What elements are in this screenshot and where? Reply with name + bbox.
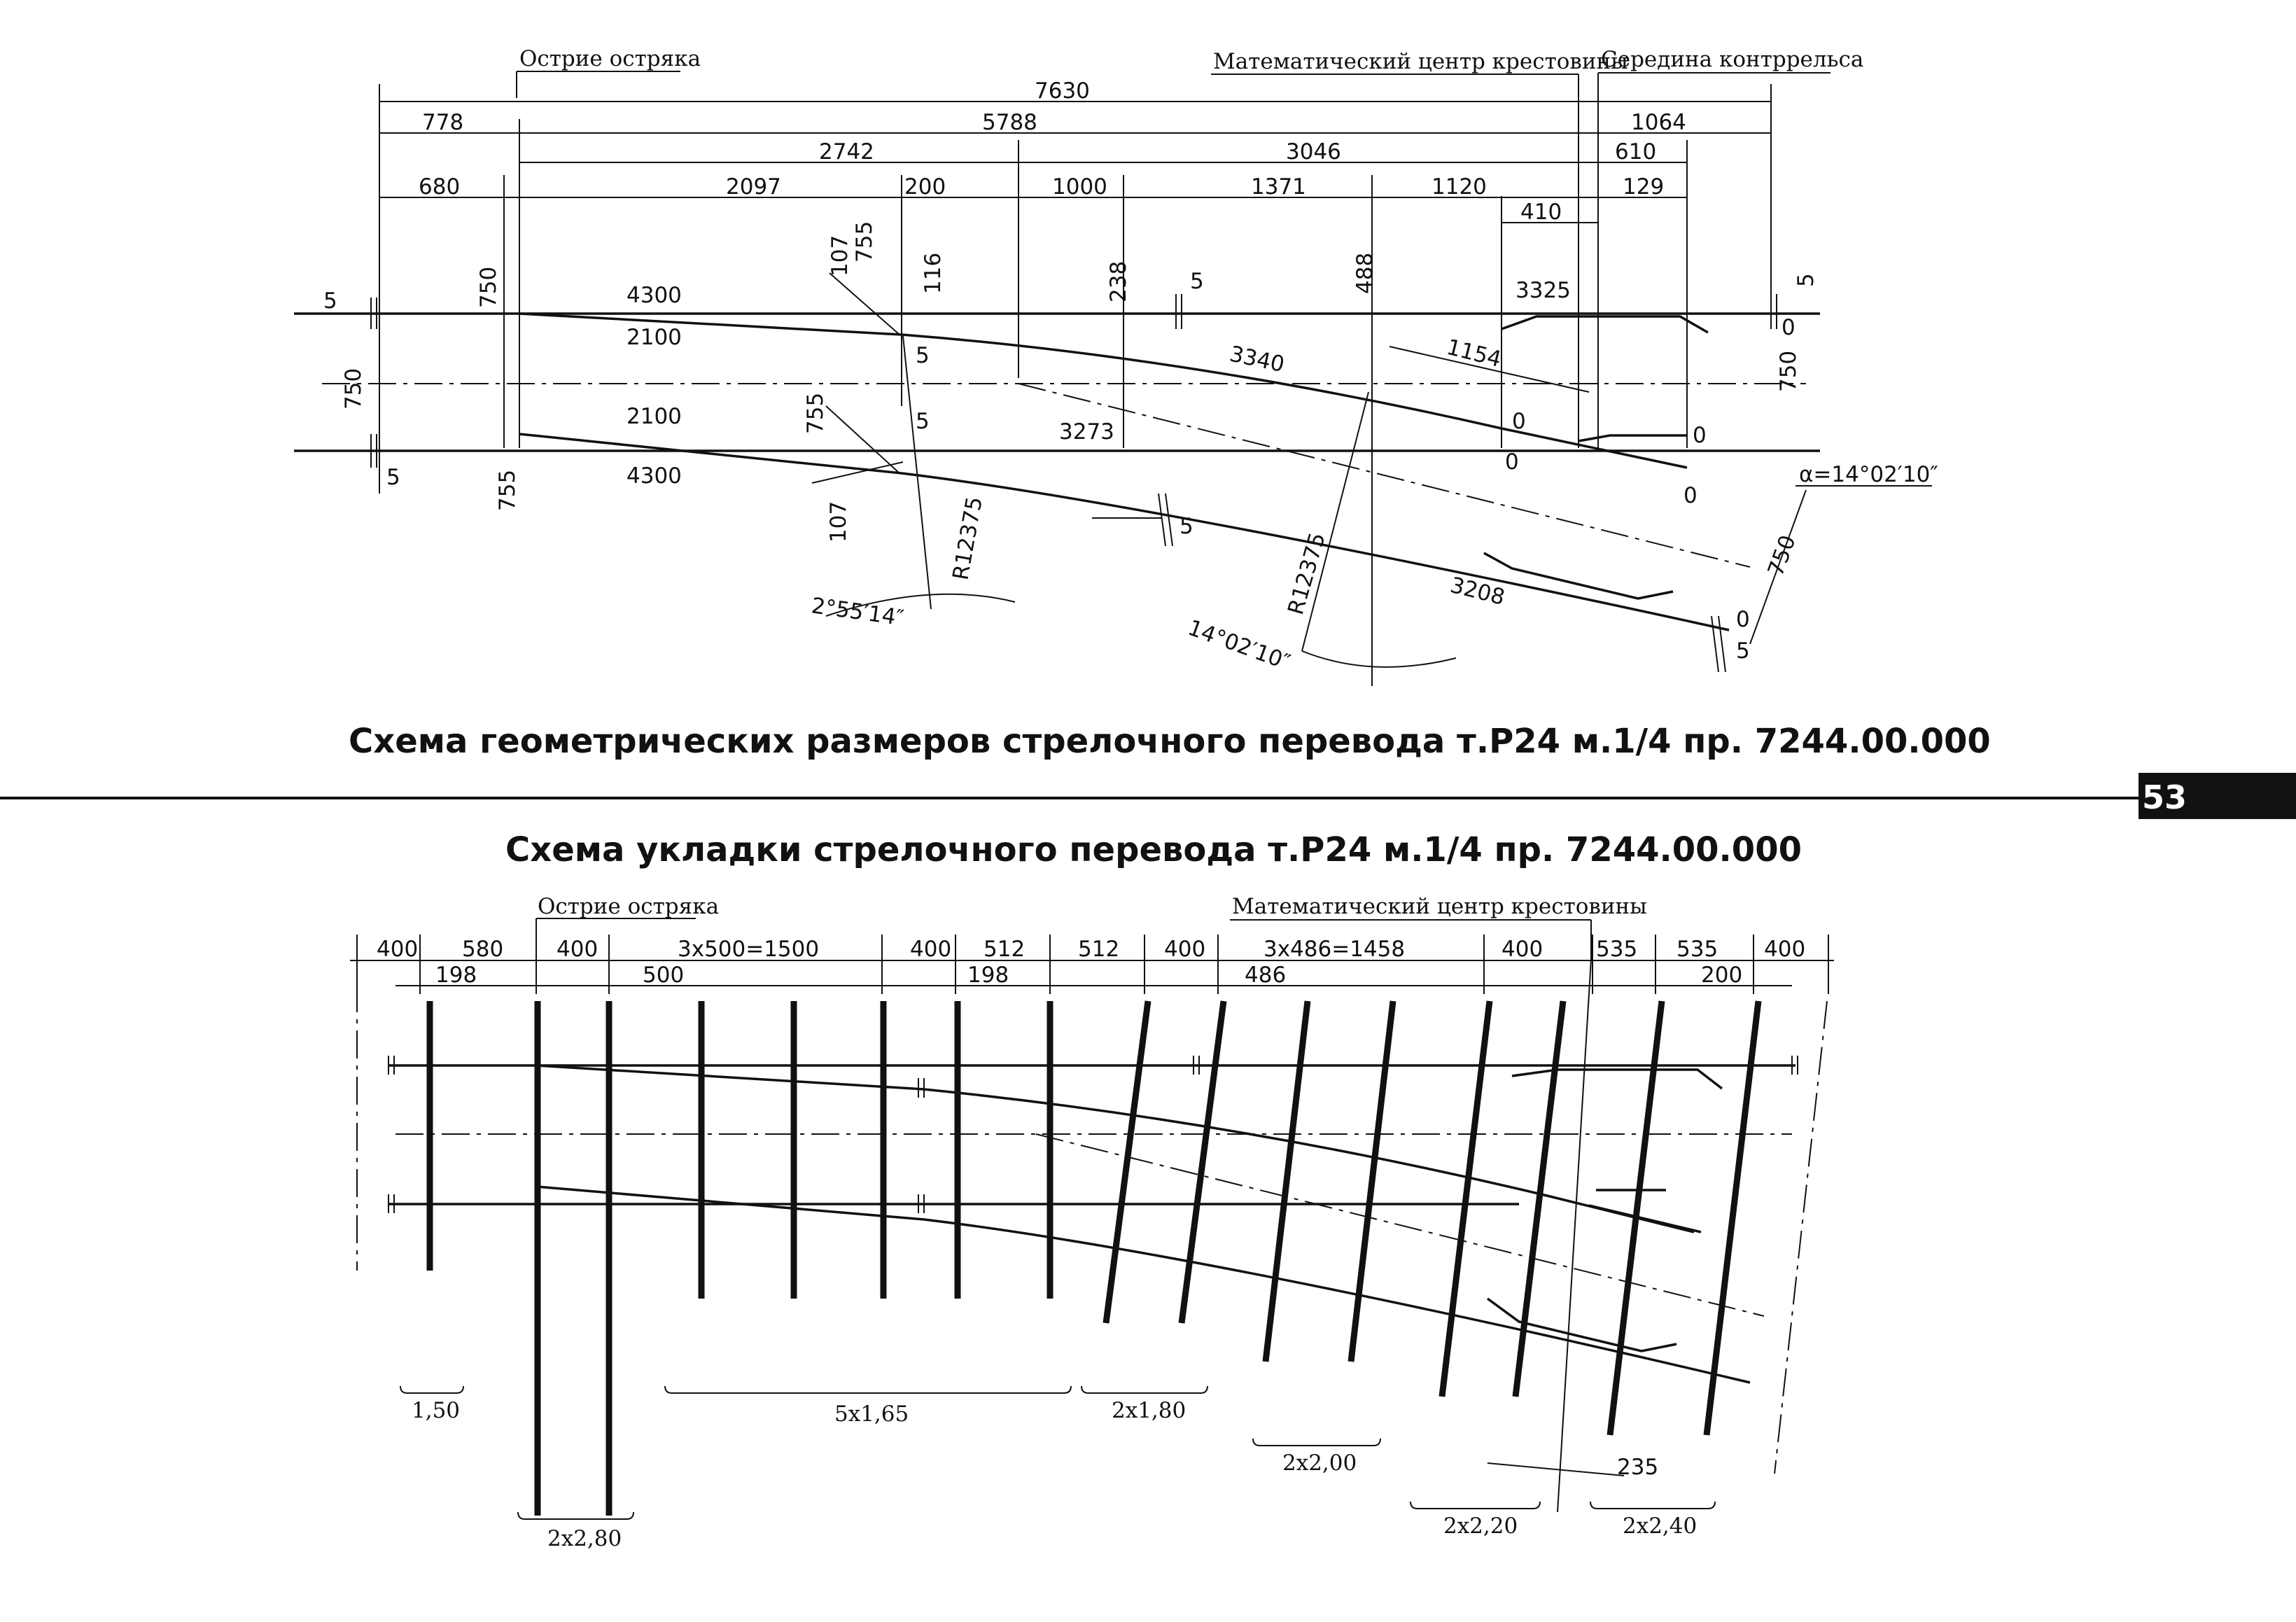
- zero-2: 0: [1512, 409, 1526, 434]
- zero-3: 0: [1505, 449, 1519, 475]
- rail-3208: 3208: [1448, 572, 1508, 610]
- rail-2100-top: 2100: [626, 325, 682, 350]
- gap-right-top: 5: [1793, 273, 1819, 287]
- rails-top: [294, 273, 1820, 672]
- radius-right: R12375: [1283, 529, 1331, 618]
- gap-left-bottom: 5: [386, 465, 400, 490]
- rail-4300-top: 4300: [626, 283, 682, 308]
- rail-3340: 3340: [1227, 341, 1287, 378]
- tie-group-2x2-40: 2x2,40: [1623, 1513, 1698, 1539]
- layout-top-dim-11: 535: [1676, 937, 1718, 962]
- zero-5: 0: [1684, 483, 1698, 508]
- v750-right: 750: [1776, 350, 1801, 392]
- layout-frog-center-caption: Математический центр крестовины: [1232, 894, 1647, 919]
- layout-diagram: [350, 894, 1834, 1551]
- dim-7630: 7630: [1035, 78, 1090, 104]
- angle-left: 2°55′14″: [809, 593, 906, 631]
- layout-top-dim-12: 400: [1764, 937, 1806, 962]
- zero-1: 0: [1782, 315, 1795, 340]
- dim-1000: 1000: [1052, 174, 1107, 200]
- geometry-title: Схема геометрических размеров стрелочного перевода т.Р24 м.1/4 пр. 7244.00.000: [349, 722, 1991, 761]
- layout-top-dim-9: 400: [1502, 937, 1544, 962]
- layout-top-dim-10: 535: [1596, 937, 1638, 962]
- v5-mid-bottom: 5: [916, 409, 930, 434]
- switch-point-caption: Острие остряка: [519, 46, 701, 71]
- frog-center-caption: Математический центр крестовины: [1213, 49, 1628, 74]
- dim-410: 410: [1520, 200, 1562, 225]
- dim-1154: 1154: [1444, 334, 1504, 372]
- dim-778: 778: [422, 110, 464, 135]
- dim-1064: 1064: [1631, 110, 1686, 135]
- layout-top-dim-5: 512: [983, 937, 1026, 962]
- v755-bottom: 755: [495, 469, 520, 511]
- dim-198-mid: 198: [967, 963, 1009, 988]
- alpha-angle: α=14°02′10″: [1799, 462, 1938, 487]
- layout-top-dim-1: 580: [462, 937, 504, 962]
- dim-1120: 1120: [1432, 174, 1487, 200]
- angle-right: 14°02′10″: [1184, 615, 1294, 676]
- layout-top-dim-0: 400: [377, 937, 419, 962]
- ties: [430, 1001, 1758, 1516]
- layout-top-dim-2: 400: [556, 937, 598, 962]
- v755-top: 755: [852, 221, 877, 263]
- v5-mid-top: 5: [916, 343, 930, 368]
- layout-top-dim-7: 400: [1164, 937, 1206, 962]
- radius-left: R12375: [948, 494, 988, 582]
- geometry-diagram: [294, 46, 1938, 686]
- layout-top-dim-4: 400: [910, 937, 952, 962]
- layout-switch-point-caption: Острие остряка: [538, 894, 720, 919]
- dim-200: 200: [904, 174, 946, 200]
- gap-diagonal: 5: [1736, 638, 1750, 664]
- layout-top-dim-6: 512: [1078, 937, 1120, 962]
- gap-left-top: 5: [323, 288, 337, 314]
- rail-3273: 3273: [1059, 419, 1114, 445]
- layout-top-dim-8: 3x486=1458: [1264, 937, 1406, 962]
- layout-title: Схема укладки стрелочного перевода т.Р24 м.1/4 пр. 7244.00.000: [505, 830, 1802, 869]
- dim-486: 486: [1245, 963, 1287, 988]
- dim-198-left: 198: [435, 963, 477, 988]
- v750-left: 750: [476, 266, 501, 308]
- gap-low: 5: [1180, 514, 1194, 539]
- v238: 238: [1106, 260, 1131, 302]
- v488: 488: [1352, 252, 1378, 294]
- dim-200: 200: [1701, 963, 1743, 988]
- v107-bottom: 107: [826, 501, 851, 543]
- guard-rail-middle-caption: Середина контррельса: [1601, 47, 1864, 72]
- dim-2742: 2742: [819, 139, 874, 165]
- dim-5788: 5788: [982, 110, 1037, 135]
- rail-2100-bottom: 2100: [626, 404, 682, 429]
- v750-diagonal: 750: [1763, 531, 1801, 580]
- v116: 116: [920, 252, 946, 294]
- tie-group-5x1-65: 5x1,65: [834, 1401, 909, 1427]
- dim-235: 235: [1617, 1455, 1659, 1480]
- dim-1371: 1371: [1251, 174, 1306, 200]
- zero-6: 0: [1736, 607, 1750, 632]
- tie-group-1-50: 1,50: [412, 1398, 461, 1423]
- top-dimension-lines: [379, 102, 1771, 223]
- tie-group-2x1-80: 2x1,80: [1112, 1398, 1186, 1423]
- dim-2097: 2097: [726, 174, 781, 200]
- v107-top: 107: [827, 235, 853, 277]
- rail-3325: 3325: [1516, 278, 1571, 303]
- gap-mid: 5: [1190, 269, 1204, 294]
- tie-group-2x2-20: 2x2,20: [1443, 1513, 1518, 1539]
- page-number: 53: [2142, 778, 2188, 816]
- dim-3046: 3046: [1286, 139, 1341, 165]
- dim-129: 129: [1623, 174, 1665, 200]
- dim-680: 680: [419, 174, 461, 200]
- zero-4: 0: [1693, 423, 1707, 448]
- dim-500: 500: [643, 963, 685, 988]
- layout-top-dim-3: 3x500=1500: [678, 937, 820, 962]
- rail-4300-bottom: 4300: [626, 463, 682, 489]
- v750-gauge: 750: [341, 368, 366, 410]
- tie-group-2x2-00: 2x2,00: [1282, 1450, 1357, 1476]
- v755-mid: 755: [803, 392, 828, 434]
- dim-610: 610: [1615, 139, 1657, 165]
- tie-group-2x2-80: 2x2,80: [547, 1526, 622, 1551]
